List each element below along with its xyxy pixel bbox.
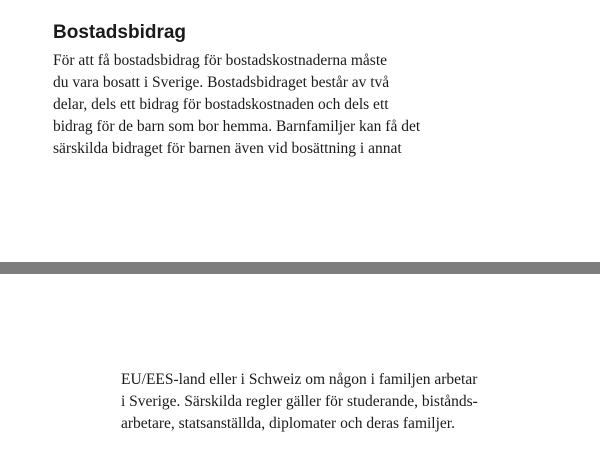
paragraph-line: särskilda bidraget för barnen även vid bosättning i annat [53, 140, 402, 157]
body-paragraph-top [53, 50, 573, 160]
paragraph-line: EU/EES-land eller i Schweiz om någon i familjen arbetar [121, 371, 478, 388]
paragraph-line: du vara bosatt i Sverige. Bostadsbidraget består av två [53, 74, 390, 91]
body-paragraph-bottom [121, 369, 581, 435]
paragraph-line: i Sverige. Särskilda regler gäller för studerande, bistånds- [121, 393, 478, 410]
paragraph-line: bidrag för de barn som bor hemma. Barnfamiljer kan få det [53, 118, 421, 135]
page-divider [0, 262, 600, 274]
paragraph-line: delar, dels ett bidrag för bostadskostnaden och dels ett [53, 96, 389, 113]
paragraph-line: För att få bostadsbidrag för bostadskostnaderna måste [53, 52, 388, 69]
paragraph-line: arbetare, statsanställda, diplomater och deras familjer. [121, 415, 455, 432]
section-heading: Bostadsbidrag [53, 22, 187, 43]
